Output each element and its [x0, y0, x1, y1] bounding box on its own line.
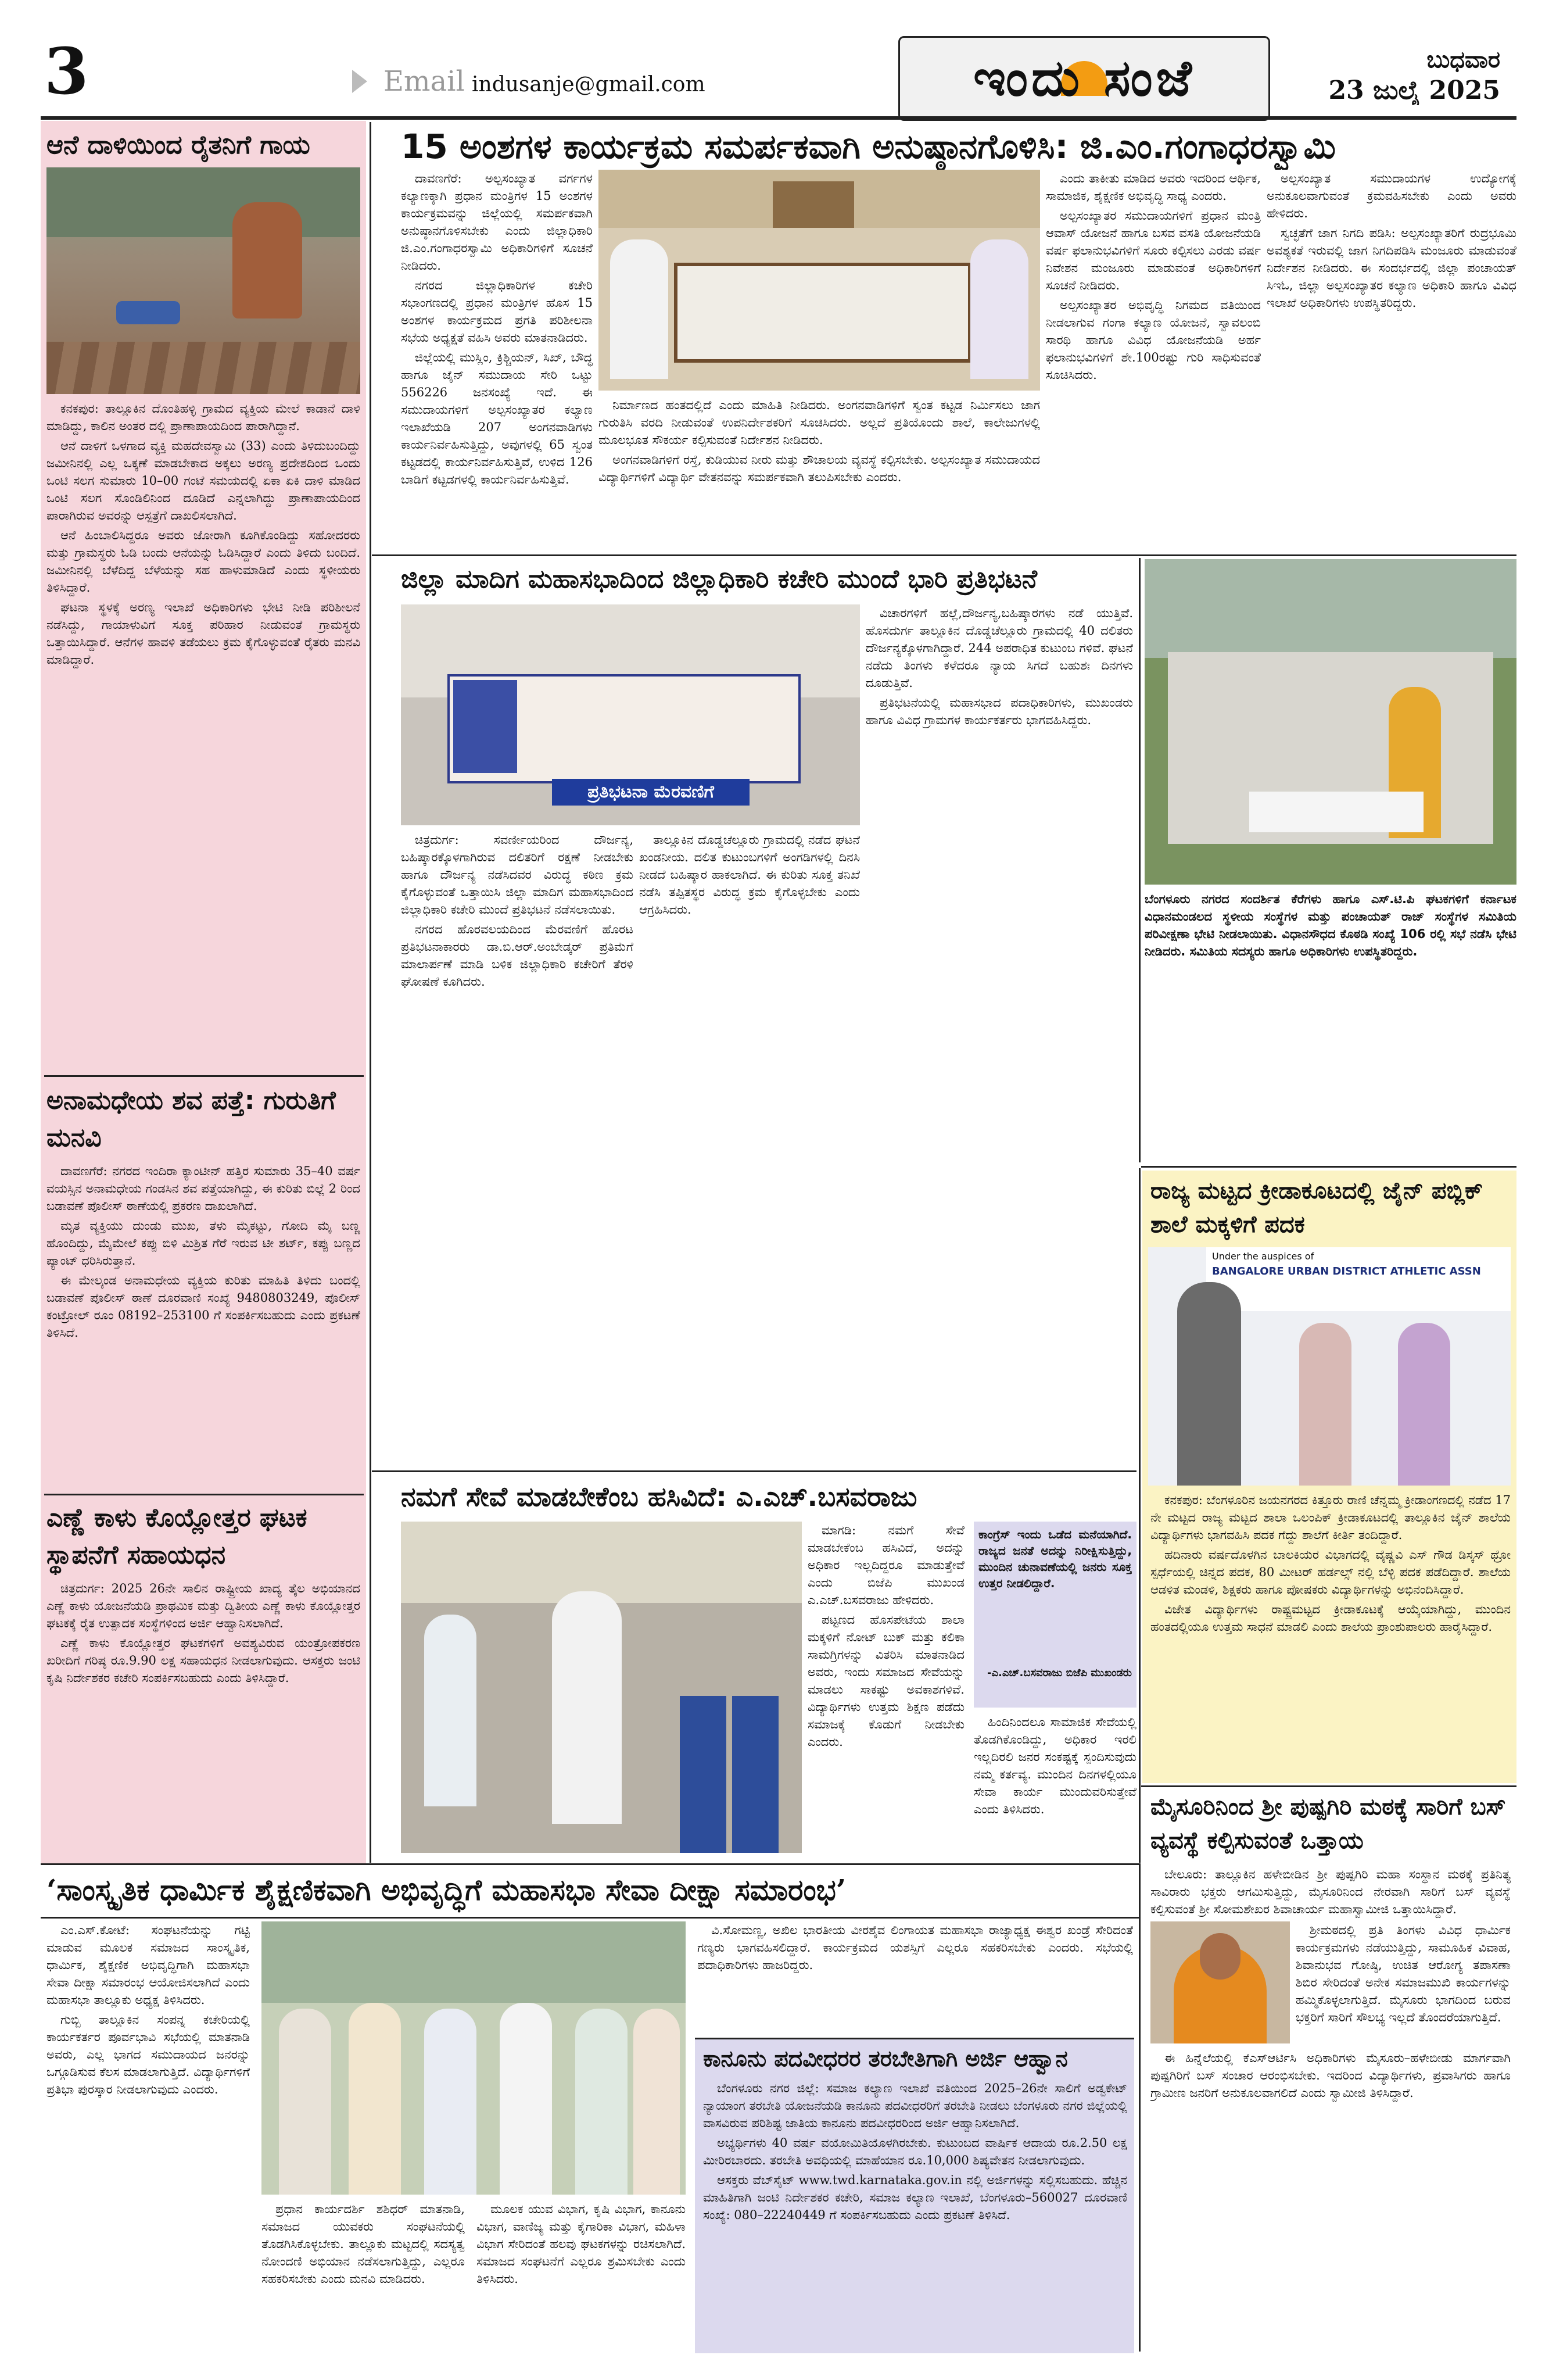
students-headline: ನಮಗೆ ಸೇವೆ ಮಾಡಬೇಕೆಂಬ ಹಸಿವಿದೆ: ಎ.ಎಚ್.ಬಸವರಾಜು — [401, 1481, 917, 1512]
column-rule — [1139, 1168, 1141, 1863]
ceremony-body-col3 — [476, 2200, 686, 2352]
paragraph: ಮಾಗಡಿ: ನಮಗೆ ಸೇವೆ ಮಾಡಬೇಕೆಂಬ ಹಸಿವಿದೆ, ಅದನ್ನು ಅಧಿಕಾರ ಇಲ್ಲದಿದ್ದರೂ ಮಾಡುತ್ತೇವೆ ಎಂದು ಬಿಜೆಪಿ ಮುಖಂಡ ಎ.ಎಚ್.ಬಸವರಾಜು ಹೇಳಿದರು. — [808, 1523, 965, 1607]
column-rule — [1139, 1863, 1141, 2352]
paragraph: ಜಿಲ್ಲೆಯಲ್ಲಿ ಮುಸ್ಲಿಂ, ಕ್ರಿಶ್ಚಿಯನ್, ಸಿಖ್, ಬೌದ್ಧ ಹಾಗೂ ಜೈನ್ ಸಮುದಾಯ ಸೇರಿ ಒಟ್ಟು 556226 ಜನಸಂಖ್ಯೆ ಇದೆ. ಈ ಸಮುದಾಯಗಳಿಗೆ ಅಲ್ಪಸಂಖ್ಯಾತರ ಕಲ್ಯಾಣ ಇಲಾಖೆಯಡಿ 207 ಅಂಗನವಾಡಿಗಳು ಕಾರ್ಯನಿರ್ವಹಿಸುತ್ತಿದ್ದು, ಅವುಗಳಲ್ಲಿ 65 ಸ್ವಂತ ಕಟ್ಟಡದಲ್ಲಿ ಕಾರ್ಯನಿರ್ವಹಿಸುತ್ತಿವೆ, ಉಳಿದ 126 ಬಾಡಿಗೆ ಕಟ್ಟಡಗಳಲ್ಲಿ ಕಾರ್ಯನಿರ್ವಹಿಸುತ್ತಿವೆ. — [401, 350, 593, 486]
ceremony-body-col4 — [697, 1921, 1133, 2038]
oilseed-headline: ಎಣ್ಣೆ ಕಾಳು ಕೊಯ್ಲೋತ್ತರ ಘಟಕ ಸ್ಥಾಪನೆಗೆ ಸಹಾಯಧನ — [46, 1503, 307, 1570]
paragraph: ಮೂಲಕ ಯುವ ವಿಭಾಗ, ಕೃಷಿ ವಿಭಾಗ, ಕಾನೂನು ವಿಭಾಗ, ವಾಣಿಜ್ಯ ಮತ್ತು ಕೈಗಾರಿಕಾ ವಿಭಾಗ, ಮಹಿಳಾ ವಿಭಾಗ ಸೇರಿದಂತೆ ಹಲವು ಘಟಕಗಳನ್ನು ರಚಿಸಲಾಗಿದೆ. ಸಮಾಜದ ಸಂಘಟನೆಗೆ ಎಲ್ಲರೂ ಶ್ರಮಿಸಬೇಕು ಎಂದು ತಿಳಿಸಿದರು. — [476, 2202, 686, 2286]
paragraph: ಕನಕಪುರ: ಬೆಂಗಳೂರಿನ ಜಯನಗರದ ಕಿತ್ತೂರು ರಾಣಿ ಚೆನ್ನಮ್ಮ ಕ್ರೀಡಾಂಗಣದಲ್ಲಿ ನಡೆದ 17 ನೇ ಮಟ್ಟದ ರಾಜ್ಯ ಮಟ್ಟದ ಶಾಲಾ ಒಲಂಪಿಕ್ ಕ್ರೀಡಾಕೂಟದಲ್ಲಿ ತಾಲ್ಲೂಕಿನ ಜೈನ್ ಶಾಲೆಯ ವಿದ್ಯಾರ್ಥಿಗಳು ಭಾಗವಹಿಸಿ ಪದಕ ಗೆದ್ದು ಶಾಲೆಗೆ ಕೀರ್ತಿ ತಂದಿದ್ದಾರೆ. — [1150, 1493, 1511, 1542]
lead-body-col4 — [1267, 170, 1516, 547]
divider — [1141, 1785, 1516, 1787]
lead-headline: 15 ಅಂಶಗಳ ಕಾರ್ಯಕ್ರಮ ಸಮರ್ಪಕವಾಗಿ ಅನುಷ್ಠಾನಗೊಳಿಸಿ: ಜಿ.ಎಂ.ಗಂಗಾಧರಸ್ವಾಮಿ — [401, 127, 1336, 166]
pull-quote: ಕಾಂಗ್ರೆಸ್ ಇಂದು ಒಡೆದ ಮನೆಯಾಗಿದೆ. ರಾಜ್ಯದ ಜನತೆ ಅದನ್ನು ನಿರೀಕ್ಷಿಸುತ್ತಿದ್ದು, ಮುಂದಿನ ಚುನಾವಣೆಯಲ್ಲಿ ಜನರು ಸೂಕ್ತ ಉತ್ತರ ನೀಡಲಿದ್ದಾರೆ. — [978, 1527, 1132, 1590]
ceremony-body-col2 — [261, 2200, 465, 2352]
paragraph: ಈ ಹಿನ್ನೆಲೆಯಲ್ಲಿ ಕೆಎಸ್ಆರ್ಟಿಸಿ ಅಧಿಕಾರಿಗಳು ಮೈಸೂರು–ಹಳೇಬೀಡು ಮಾರ್ಗವಾಗಿ ಪುಷ್ಪಗಿರಿಗೆ ಬಸ್ ಸಂಚಾರ ಆರಂಭಿಸಬೇಕು. ಇದರಿಂದ ವಿದ್ಯಾರ್ಥಿಗಳು, ಪ್ರವಾಸಿಗರು ಹಾಗೂ ಗ್ರಾಮೀಣ ಜನರಿಗೆ ಅನುಕೂಲವಾಗಲಿದೆ ಎಂದು ಸ್ವಾಮೀಜಿ ತಿಳಿಸಿದ್ದಾರೆ. — [1150, 2051, 1511, 2100]
paragraph: ಅಲ್ಪಸಂಖ್ಯಾತ ಸಮುದಾಯಗಳ ಉದ್ಯೋಗಕ್ಕೆ ಅನುಕೂಲವಾಗುವಂತೆ ಕ್ರಮವಹಿಸಬೇಕು ಎಂದು ಅವರು ಹೇಳಿದರು. — [1267, 171, 1516, 220]
arrow-icon — [352, 70, 367, 93]
paragraph: ದಾವಣಗೆರೆ: ನಗರದ ಇಂದಿರಾ ಕ್ಯಾಂಟೀನ್ ಹತ್ತಿರ ಸುಮಾರು 35–40 ವರ್ಷ ವಯಸ್ಸಿನ ಅನಾಮಧೇಯ ಗಂಡಸಿನ ಶವ ಪತ್ತೆಯಾಗಿದ್ದು, ಈ ಕುರಿತು ಬಿಲ್ಲೆ 2 ರಿಂದ ಬಡಾವಣೆ ಪೊಲೀಸ್ ಠಾಣೆಯಲ್ಲಿ ಪ್ರಕರಣ ದಾಖಲಾಗಿದೆ. — [46, 1164, 360, 1213]
jain-school-headline: ರಾಜ್ಯ ಮಟ್ಟದ ಕ್ರೀಡಾಕೂಟದಲ್ಲಿ ಜೈನ್ ಪಬ್ಲಿಕ್ ಶಾಲೆ ಮಕ್ಕಳಿಗೆ ಪದಕ — [1150, 1178, 1483, 1238]
divider — [44, 1494, 364, 1495]
paragraph: ಬೆಂಗಳೂರು ನಗರ ಜಿಲ್ಲೆ: ಸಮಾಜ ಕಲ್ಯಾಣ ಇಲಾಖೆ ವತಿಯಿಂದ 2025–26ನೇ ಸಾಲಿಗೆ ಅಡ್ವಕೇಟ್ ನ್ಯಾಯಾಂಗ ತರಬೇತಿ ಯೋಜನೆಯಡಿ ಕಾನೂನು ಪದವೀಧರರಿಗೆ ತರಬೇತಿ ನೀಡಲು ಬೆಂಗಳೂರು ನಗರ ಜಿಲ್ಲೆಯಲ್ಲಿ ವಾಸವಿರುವ ಪರಿಶಿಷ್ಟ ಜಾತಿಯ ಕಾನೂನು ಪದವೀಧರರಿಂದ ಅರ್ಜಿ ಆಹ್ವಾನಿಸಲಾಗಿದೆ. — [703, 2081, 1127, 2130]
paragraph: ಅಭ್ಯರ್ಥಿಗಳು 40 ವರ್ಷ ವಯೋಮಿತಿಯೊಳಗಿರಬೇಕು. ಕುಟುಂಬದ ವಾರ್ಷಿಕ ಆದಾಯ ರೂ.2.50 ಲಕ್ಷ ಮೀರಿರಬಾರದು. ತರಬೇತಿ ಅವಧಿಯಲ್ಲಿ ಮಾಹೆಯಾನ ರೂ.10,000 ಶಿಷ್ಯವೇತನ ನೀಡಲಾಗುವುದು. — [703, 2136, 1127, 2167]
paragraph: ನಗರದ ಜಿಲ್ಲಾಧಿಕಾರಿಗಳ ಕಚೇರಿ ಸಭಾಂಗಣದಲ್ಲಿ ಪ್ರಧಾನ ಮಂತ್ರಿಗಳ ಹೊಸ 15 ಅಂಶಗಳ ಕಾರ್ಯಕ್ರಮದ ಪ್ರಗತಿ ಪರಿಶೀಲನಾ ಸಭೆಯ ಅಧ್ಯಕ್ಷತೆ ವಹಿಸಿ ಅವರು ಮಾತನಾಡಿದರು. — [401, 278, 593, 345]
paragraph: ಅಲ್ಪಸಂಖ್ಯಾತರ ಅಭಿವೃದ್ಧಿ ನಿಗಮದ ವತಿಯಿಂದ ನೀಡಲಾಗುವ ಗಂಗಾ ಕಲ್ಯಾಣ ಯೋಜನೆ, ಸ್ವಾವಲಂಬಿ ಸಾರಥಿ ಹಾಗೂ ವಿವಿಧ ಯೋಜನೆಯಡಿ ಅರ್ಹ ಫಲಾನುಭವಿಗಳಿಗೆ ಶೇ.100ರಷ್ಟು ಗುರಿ ಸಾಧಿಸುವಂತೆ ಸೂಚಿಸಿದರು. — [1046, 298, 1261, 382]
paragraph: ಪಟ್ಟಣದ ಹೊಸಪೇಟೆಯ ಶಾಲಾ ಮಕ್ಕಳಿಗೆ ನೋಟ್ ಬುಕ್ ಮತ್ತು ಕಲಿಕಾ ಸಾಮಗ್ರಿಗಳನ್ನು ವಿತರಿಸಿ ಮಾತನಾಡಿದ ಅವರು, ಇಂದು ಸಮಾಜದ ಸೇವೆಯನ್ನು ಮಾಡಲು ಸಾಕಷ್ಟು ಅವಕಾಶಗಳಿವೆ. ವಿದ್ಯಾರ್ಥಿಗಳು ಉತ್ತಮ ಶಿಕ್ಷಣ ಪಡೆದು ಸಮಾಜಕ್ಕೆ ಕೊಡುಗೆ ನೀಡಬೇಕು ಎಂದರು. — [808, 1613, 965, 1749]
ceremony-photo — [261, 1921, 686, 2195]
jain-school-body — [1150, 1491, 1511, 1780]
bus-body-col3 — [1150, 2049, 1511, 2352]
paragraph: ಆನೆ ಹಿಂಬಾಲಿಸಿದ್ದರೂ ಅವರು ಜೋರಾಗಿ ಕೂಗಿಕೊಂಡಿದ್ದು ಸಹೋದರರು ಮತ್ತು ಗ್ರಾಮಸ್ಥರು ಓಡಿ ಬಂದು ಆನೆಯನ್ನು ಓಡಿಸಿದ್ದಾರೆ ಎಂದು ತಿಳಿದು ಬಂದಿದೆ. ಜಮೀನಿನಲ್ಲಿ ಬೆಳೆದಿದ್ದ ಬೆಳೆಯನ್ನು ಸಹ ಹಾಳುಮಾಡಿದೆ ಎಂದು ಸ್ಥಳೀಯರು ತಿಳಿಸಿದ್ದಾರೆ. — [46, 528, 360, 595]
athletics-banner — [1206, 1247, 1511, 1311]
students-body-col3 — [974, 1713, 1136, 1859]
email-address[interactable]: indusanje@gmail.com — [472, 73, 705, 96]
logo-text: ಇಂದು ಸಂಜೆ — [973, 49, 1195, 108]
issue-date: 23 ಜುಲೈ 2025 — [1328, 76, 1500, 105]
paragraph: ಕನಕಪುರ: ತಾಲ್ಲೂಕಿನ ದೊಂತಿಹಳ್ಳಿ ಗ್ರಾಮದ ವ್ಯಕ್ತಿಯ ಮೇಲೆ ಕಾಡಾನೆ ದಾಳಿ ಮಾಡಿದ್ದು, ಕಾಲಿನ ಅಂತರ ದಲ್ಲಿ ಪ್ರಾಣಾಪಾಯದಿಂದ ಪಾರಾಗಿದ್ದಾನೆ. — [46, 402, 360, 433]
dead-body-headline: ಅನಾಮಧೇಯ ಶವ ಪತ್ತೆ: ಗುರುತಿಗೆ ಮನವಿ — [46, 1086, 336, 1153]
paragraph: ಆಸಕ್ತರು ವೆಬ್‌ಸೈಟ್ www.twd.karnataka.gov.in ನಲ್ಲಿ ಅರ್ಜಿಗಳನ್ನು ಸಲ್ಲಿಸಬಹುದು. ಹೆಚ್ಚಿನ ಮಾಹಿತಿಗಾಗಿ ಜಂಟಿ ನಿರ್ದೇಶಕರ ಕಚೇರಿ, ಸಮಾಜ ಕಲ್ಯಾಣ ಇಲಾಖೆ, ಬೆಂಗಳೂರು–560027 ದೂರವಾಣಿ ಸಂಖ್ಯೆ: 080–22240449 ಗೆ ಸಂಪರ್ಕಿಸಬಹುದು ಎಂದು ಪ್ರಕಟಣೆ ತಿಳಿಸಿದೆ. — [703, 2173, 1127, 2222]
protest-photo — [401, 604, 860, 825]
paragraph: ತಾಲ್ಲೂಕಿನ ದೊಡ್ಡಚೆಲ್ಲೂರು ಗ್ರಾಮದಲ್ಲಿ ನಡೆದ ಘಟನೆ ಖಂಡನೀಯ. ದಲಿತ ಕುಟುಂಬಗಳಿಗೆ ಅಂಗಡಿಗಳಲ್ಲಿ ದಿನಸಿ ನೀಡದೆ ಬಹಿಷ್ಕಾರ ಹಾಕಲಾಗಿದೆ. ಈ ಕುರಿತು ಸೂಕ್ತ ತನಿಖೆ ನಡೆಸಿ ತಪ್ಪಿತಸ್ಥರ ವಿರುದ್ಧ ಕ್ರಮ ಕೈಗೊಳ್ಳಬೇಕು ಎಂದು ಆಗ್ರಹಿಸಿದರು. — [639, 833, 860, 917]
divider — [372, 554, 1516, 556]
weekday: ಬುಧವಾರ — [1426, 46, 1500, 73]
paragraph: ಸ್ವಚ್ಛತೆಗೆ ಜಾಗ ನಿಗದಿ ಪಡಿಸಿ: ಅಲ್ಪಸಂಖ್ಯಾತರಿಗೆ ರುದ್ರಭೂಮಿ ಅವಶ್ಯಕತೆ ಇರುವಲ್ಲಿ ಜಾಗ ನಿಗದಿಪಡಿಸಿ ಮಂಜೂರು ಮಾಡುವಂತೆ ನಿರ್ದೇಶನ ನೀಡಿದರು. ಈ ಸಂದರ್ಭದಲ್ಲಿ ಜಿಲ್ಲಾ ಪಂಚಾಯತ್ ಸಿಇಓ, ಜಿಲ್ಲಾ ಅಲ್ಪಸಂಖ್ಯಾತರ ಕಲ್ಯಾಣ ಅಧಿಕಾರಿ ಹಾಗೂ ವಿವಿಧ ಇಲಾಖೆ ಅಧಿಕಾರಿಗಳು ಉಪಸ್ಥಿತರಿದ್ದರು. — [1267, 226, 1516, 310]
paragraph: ಬೇಲೂರು: ತಾಲ್ಲೂಕಿನ ಹಳೇಬೀಡಿನ ಶ್ರೀ ಪುಷ್ಪಗಿರಿ ಮಹಾ ಸಂಸ್ಥಾನ ಮಠಕ್ಕೆ ಪ್ರತಿನಿತ್ಯ ಸಾವಿರಾರು ಭಕ್ತರು ಆಗಮಿಸುತ್ತಿದ್ದು, ಮೈಸೂರಿನಿಂದ ನೇರವಾಗಿ ಸಾರಿಗೆ ಬಸ್ ವ್ಯವಸ್ಥೆ ಕಲ್ಪಿಸುವಂತೆ ಶ್ರೀ ಸೋಮಶೇಖರ ಶಿವಾಚಾರ್ಯ ಮಹಾಸ್ವಾಮೀಜಿ ಒತ್ತಾಯಿಸಿದ್ದಾರೆ. — [1150, 1867, 1511, 1916]
paragraph: ನಿರ್ಮಾಣದ ಹಂತದಲ್ಲಿದೆ ಎಂದು ಮಾಹಿತಿ ನೀಡಿದರು. ಅಂಗನವಾಡಿಗಳಿಗೆ ಸ್ವಂತ ಕಟ್ಟಡ ನಿರ್ಮಿಸಲು ಜಾಗ ಗುರುತಿಸಿ ವರದಿ ನೀಡುವಂತೆ ಉಪನಿರ್ದೇಶಕರಿಗೆ ಸೂಚಿಸಿದರು. ಅಲ್ಲದೆ ಪ್ರತಿಯೊಂದು ಶಾಲೆ, ಕಾಲೇಜುಗಳಲ್ಲಿ ಮೂಲಭೂತ ಸೌಕರ್ಯ ಕಲ್ಪಿಸುವಂತೆ ನಿರ್ದೇಶನ ನೀಡಿದರು. — [598, 398, 1040, 447]
paragraph: ಹಿಂದಿನಿಂದಲೂ ಸಾಮಾಜಿಕ ಸೇವೆಯಲ್ಲಿ ತೊಡಗಿಕೊಂಡಿದ್ದು, ಅಧಿಕಾರ ಇರಲಿ ಇಲ್ಲದಿರಲಿ ಜನರ ಸಂಕಷ್ಟಕ್ಕೆ ಸ್ಪಂದಿಸುವುದು ನಮ್ಮ ಕರ್ತವ್ಯ. ಮುಂದಿನ ದಿನಗಳಲ್ಲಿಯೂ ಸೇವಾ ಕಾರ್ಯ ಮುಂದುವರಿಸುತ್ತೇವೆ ಎಂದು ತಿಳಿಸಿದರು. — [974, 1715, 1136, 1816]
masthead-rule — [41, 116, 1516, 120]
lead-body-col1 — [401, 170, 593, 547]
paragraph: ಹದಿನಾರು ವರ್ಷದೊಳಗಿನ ಬಾಲಕಿಯರ ವಿಭಾಗದಲ್ಲಿ ವೈಷ್ಣವಿ ಎಸ್ ಗೌಡ ಡಿಸ್ಕಸ್ ಥ್ರೋ ಸ್ಪರ್ಧೆಯಲ್ಲಿ ಚಿನ್ನದ ಪದಕ, 80 ಮೀಟರ್ ಹರ್ಡಲ್ಸ್ ನಲ್ಲಿ ಬೆಳ್ಳಿ ಪದಕ ಪಡೆದಿದ್ದಾರೆ. ಶಾಲೆಯ ಆಡಳಿತ ಮಂಡಳಿ, ಶಿಕ್ಷಕರು ಹಾಗೂ ಪೋಷಕರು ವಿದ್ಯಾರ್ಥಿಗಳನ್ನು ಅಭಿನಂದಿಸಿದ್ದಾರೆ. — [1150, 1548, 1511, 1597]
paragraph: ಅಂಗನವಾಡಿಗಳಿಗೆ ರಸ್ತೆ, ಕುಡಿಯುವ ನೀರು ಮತ್ತು ಶೌಚಾಲಯ ವ್ಯವಸ್ಥೆ ಕಲ್ಪಿಸಬೇಕು. ಅಲ್ಪಸಂಖ್ಯಾತ ಸಮುದಾಯದ ವಿದ್ಯಾರ್ಥಿಗಳಿಗೆ ವಿದ್ಯಾರ್ಥಿ ವೇತನವನ್ನು ಸಮರ್ಪಕವಾಗಿ ತಲುಪಿಸಬೇಕು ಎಂದರು. — [598, 453, 1040, 484]
paragraph: ಈ ಮೇಲ್ಕಂಡ ಅನಾಮಧೇಯ ವ್ಯಕ್ತಿಯ ಕುರಿತು ಮಾಹಿತಿ ತಿಳಿದು ಬಂದಲ್ಲಿ ಬಡಾವಣೆ ಪೊಲೀಸ್ ಠಾಣೆ ದೂರವಾಣಿ ಸಂಖ್ಯೆ 9480803249, ಪೊಲೀಸ್ ಕಂಟ್ರೋಲ್ ರೂಂ 08192–253100 ಗೆ ಸಂಪರ್ಕಿಸಬಹುದು ಎಂದು ಪ್ರಕಟಣೆ ತಿಳಿಸಿದೆ. — [46, 1273, 360, 1340]
paragraph: ಅಲ್ಪಸಂಖ್ಯಾತರ ಸಮುದಾಯಗಳಿಗೆ ಪ್ರಧಾನ ಮಂತ್ರಿ ಆವಾಸ್ ಯೋಜನೆ ಹಾಗೂ ಬಸವ ವಸತಿ ಯೋಜನೆಯಡಿ ವರ್ಷ ಫಲಾನುಭವಿಗಳಿಗೆ ಸೂರು ಕಲ್ಪಿಸಲು ಎರಡು ವರ್ಷ ನಿವೇಶನ ಮಂಜೂರು ಮಾಡುವಂತೆ ಅಧಿಕಾರಿಗಳಿಗೆ ಸೂಚನೆ ನೀಡಿದರು. — [1046, 209, 1261, 292]
swamiji-photo — [1150, 1921, 1290, 2043]
divider — [1141, 1166, 1516, 1168]
masthead-logo — [898, 36, 1270, 121]
paragraph: ಎಂದು ತಾಕೀತು ಮಾಡಿದ ಅವರು ಇದರಿಂದ ಆರ್ಥಿಕ, ಸಾಮಾಜಿಕ, ಶೈಕ್ಷಣಿಕ ಅಭಿವೃದ್ಧಿ ಸಾಧ್ಯ ಎಂದರು. — [1046, 171, 1261, 203]
pull-quote-attribution: -ಎ.ಎಚ್.ಬಸವರಾಜು ಬಿಜೆಪಿ ಮುಖಂಡರು — [987, 1667, 1132, 1679]
bus-body-col1 — [1150, 1866, 1511, 1918]
bus-headline: ಮೈಸೂರಿನಿಂದ ಶ್ರೀ ಪುಷ್ಪಗಿರಿ ಮಠಕ್ಕೆ ಸಾರಿಗೆ ಬಸ್ ವ್ಯವಸ್ಥೆ ಕಲ್ಪಿಸುವಂತೆ ಒತ್ತಾಯ — [1150, 1794, 1506, 1854]
page-number: 3 — [44, 40, 89, 103]
paragraph: ಮೃತ ವ್ಯಕ್ತಿಯು ದುಂಡು ಮುಖ, ತೆಳು ಮೈಕಟ್ಟು, ಗೋದಿ ಮೈ ಬಣ್ಣ ಹೊಂದಿದ್ದು, ಮೈಮೇಲೆ ಕಪ್ಪು ಬಿಳಿ ಮಿಶ್ರಿತ ಗೆರೆ ಇರುವ ಟೀ ಶರ್ಟ್, ಕಪ್ಪು ಬಣ್ಣದ ಪ್ಯಾಂಟ್ ಧರಿಸಿರುತ್ತಾನೆ. — [46, 1219, 360, 1268]
paragraph: ಘಟನಾ ಸ್ಥಳಕ್ಕೆ ಅರಣ್ಯ ಇಲಾಖೆ ಅಧಿಕಾರಿಗಳು ಭೇಟಿ ನೀಡಿ ಪರಿಶೀಲನೆ ನಡೆಸಿದ್ದು, ಗಾಯಾಳುವಿಗೆ ಸೂಕ್ತ ಪರಿಹಾರ ನೀಡುವಂತೆ ಗ್ರಾಮಸ್ಥರು ಒತ್ತಾಯಿಸಿದ್ದಾರೆ. ಆನೆಗಳ ಹಾವಳಿ ತಡೆಯಲು ಕ್ರಮ ಕೈಗೊಳ್ಳುವಂತೆ ರೈತರು ಮನವಿ ಮಾಡಿದ್ದಾರೆ. — [46, 600, 360, 667]
banner-line: BANGALORE URBAN DISTRICT ATHLETIC ASSN — [1212, 1265, 1481, 1277]
meeting-photo — [598, 170, 1040, 391]
farmer-field-photo — [46, 167, 360, 394]
protest-headline: ಜಿಲ್ಲಾ ಮಾದಿಗ ಮಹಾಸಭಾದಿಂದ ಜಿಲ್ಲಾಧಿಕಾರಿ ಕಚೇರಿ ಮುಂದೆ ಭಾರಿ ಪ್ರತಿಭಟನೆ — [401, 564, 1037, 594]
elephant-attack-headline: ಆನೆ ದಾಳಿಯಿಂದ ರೈತನಿಗೆ ಗಾಯ — [46, 130, 310, 160]
divider — [41, 1863, 1139, 1865]
elephant-attack-body — [46, 400, 360, 1068]
divider — [44, 1075, 364, 1077]
column-rule — [370, 122, 371, 1863]
paragraph: ಚಿತ್ರದುರ್ಗ: ಸವರ್ಣೀಯರಿಂದ ದೌರ್ಜನ್ಯ, ಬಹಿಷ್ಕಾರಕ್ಕೊಳಗಾಗಿರುವ ದಲಿತರಿಗೆ ರಕ್ಷಣೆ ನೀಡಬೇಕು ಹಾಗೂ ದೌರ್ಜನ್ಯ ನಡೆಸಿದವರ ವಿರುದ್ಧ ಕಠಿಣ ಕ್ರಮ ಕೈಗೊಳ್ಳುವಂತೆ ಒತ್ತಾಯಿಸಿ ಜಿಲ್ಲಾ ಮಾದಿಗ ಮಹಾಸಭಾದಿಂದ ಜಿಲ್ಲಾಧಿಕಾರಿ ಕಚೇರಿ ಮುಂದೆ ಪ್ರತಿಭಟನೆ ನಡೆಸಲಾಯಿತು. — [401, 833, 633, 917]
bus-body-col2 — [1296, 1921, 1511, 2043]
protest-body-col1 — [401, 831, 633, 1465]
email-label: Email — [383, 65, 465, 98]
paragraph: ವಿಚಾರಗಳಿಗೆ ಹಲ್ಲೆ,ದೌರ್ಜನ್ಯ,ಬಹಿಷ್ಕಾರಗಳು ನಡೆ ಯುತ್ತಿವೆ. ಹೊಸದುರ್ಗ ತಾಲ್ಲೂಕಿನ ದೊಡ್ಡಚೆಲ್ಲೂರು ಗ್ರಾಮದಲ್ಲಿ 40 ದಲಿತರು ದೌರ್ಜನ್ಯಕ್ಕೊಳಗಾಗಿದ್ದಾರೆ. 244 ಅಪರಾಧಿತ ಕುಟುಂಬ ಗಳಿವೆ. ಘಟನೆ ನಡೆದು ತಿಂಗಳು ಕಳೆದರೂ ನ್ಯಾಯ ಸಿಗದೆ ಬಹುಶಃ ದಿನಗಳು ದೂಡುತ್ತಿವೆ. — [866, 606, 1133, 690]
paragraph: ಪ್ರತಿಭಟನೆಯಲ್ಲಿ ಮಹಾಸಭಾದ ಪದಾಧಿಕಾರಿಗಳು, ಮುಖಂಡರು ಹಾಗೂ ವಿವಿಧ ಗ್ರಾಮಗಳ ಕಾರ್ಯಕರ್ತರು ಭಾಗವಹಿಸಿದ್ದರು. — [866, 696, 1133, 727]
paragraph: ಗುಬ್ಬಿ ತಾಲ್ಲೂಕಿನ ಸಂಪನ್ನ ಕಚೇರಿಯಲ್ಲಿ ಕಾರ್ಯಕರ್ತರ ಪೂರ್ವಭಾವಿ ಸಭೆಯಲ್ಲಿ ಮಾತನಾಡಿ ಅವರು, ಎಲ್ಲ ಭಾಗದ ಸಮುದಾಯದ ಜನರನ್ನು ಒಗ್ಗೂಡಿಸುವ ಕೆಲಸ ಮಾಡಲಾಗುತ್ತಿದೆ. ವಿದ್ಯಾರ್ಥಿಗಳಿಗೆ ಪ್ರತಿಭಾ ಪುರಸ್ಕಾರ ನೀಡಲಾಗುವುದು ಎಂದರು. — [46, 2013, 250, 2096]
dead-body-body — [46, 1162, 360, 1488]
lead-body-col3 — [1046, 170, 1261, 547]
students-photo — [401, 1522, 802, 1853]
lake-visit-caption: ಬೆಂಗಳೂರು ನಗರದ ಸಂದರ್ಶಿತ ಕೆರೆಗಳು ಹಾಗೂ ಎಸ್.ಟಿ.ಪಿ ಘಟಕಗಳಿಗೆ ಕರ್ನಾಟಕ ವಿಧಾನಮಂಡಲದ ಸ್ಥಳೀಯ ಸಂಸ್ಥೆಗಳ ಮತ್ತು ಪಂಚಾಯತ್ ರಾಜ್ ಸಂಸ್ಥೆಗಳ ಸಮಿತಿಯ ಪರಿವೀಕ್ಷಣಾ ಭೇಟಿ ನೀಡಲಾಯಿತು. ವಿಧಾನಸೌಧದ ಕೊಠಡಿ ಸಂಖ್ಯೆ 106 ರಲ್ಲಿ ಸಭೆ ನಡೆಸಿ ಭೇಟಿ ನೀಡಿದರು. ಸಮಿತಿಯ ಸದಸ್ಯರು ಹಾಗೂ ಅಧಿಕಾರಿಗಳು ಉಪಸ್ಥಿತರಿದ್ದರು. — [1145, 892, 1516, 958]
lead-body-col2 — [598, 396, 1040, 547]
paragraph: ನಗರದ ಹೊರವಲಯದಿಂದ ಮೆರವಣಿಗೆ ಹೊರಟ ಪ್ರತಿಭಟನಾಕಾರರು ಡಾ.ಬಿ.ಆರ್.ಅಂಬೇಡ್ಕರ್ ಪ್ರತಿಮೆಗೆ ಮಾಲಾರ್ಪಣೆ ಮಾಡಿ ಬಳಿಕ ಜಿಲ್ಲಾಧಿಕಾರಿ ಕಚೇರಿಗೆ ತೆರಳಿ ಘೋಷಣೆ ಕೂಗಿದರು. — [401, 922, 633, 989]
paragraph: ಆನೆ ದಾಳಿಗೆ ಒಳಗಾದ ವ್ಯಕ್ತಿ ಮಹದೇವಸ್ವಾಮಿ (33) ಎಂದು ತಿಳಿದುಬಂದಿದ್ದು ಜಮೀನಿನಲ್ಲಿ ಎಲ್ಲ ಒಕ್ಕಣೆ ಮಾಡಬೇಕಾದ ಅಕ್ಕಲು ಅರಣ್ಯ ಪ್ರದೇಶದಿಂದ ಒಂದು ಒಂಟಿ ಸಲಗ ಸುಮಾರು 10–00 ಗಂಟೆ ಸಮಯದಲ್ಲಿ ಏಕಾ ಏಕಿ ದಾಳಿ ಮಾಡಿದ ಒಂಟಿ ಸಲಗ ಸೊಂಡಿಲಿನಿಂದ ದೂಡಿದೆ ಎನ್ನಲಾಗಿದ್ದು ಪ್ರಾಣಾಪಾಯದಿಂದ ಪಾರಾಗಿರುವ ಅವರನ್ನು ಆಸ್ಪತ್ರೆಗೆ ದಾಖಲಿಸಲಾಗಿದೆ. — [46, 439, 360, 522]
paragraph: ಶ್ರೀಮಠದಲ್ಲಿ ಪ್ರತಿ ತಿಂಗಳು ವಿವಿಧ ಧಾರ್ಮಿಕ ಕಾರ್ಯಕ್ರಮಗಳು ನಡೆಯುತ್ತಿದ್ದು, ಸಾಮೂಹಿಕ ವಿವಾಹ, ಶಿವಾನುಭವ ಗೋಷ್ಠಿ, ಉಚಿತ ಆರೋಗ್ಯ ತಪಾಸಣಾ ಶಿಬಿರ ಸೇರಿದಂತೆ ಅನೇಕ ಸಮಾಜಮುಖಿ ಕಾರ್ಯಗಳನ್ನು ಹಮ್ಮಿಕೊಳ್ಳಲಾಗುತ್ತಿದೆ. ಮೈಸೂರು ಭಾಗದಿಂದ ಬರುವ ಭಕ್ತರಿಗೆ ಸಾರಿಗೆ ಸೌಲಭ್ಯ ಇಲ್ಲದೆ ತೊಂದರೆಯಾಗುತ್ತಿದೆ. — [1296, 1923, 1511, 2024]
oilseed-body — [46, 1580, 360, 1859]
athletes-photo — [1148, 1247, 1511, 1486]
paragraph: ದಾವಣಗೆರೆ: ಅಲ್ಪಸಂಖ್ಯಾತ ವರ್ಗಗಳ ಕಲ್ಯಾಣಕ್ಕಾಗಿ ಪ್ರಧಾನ ಮಂತ್ರಿಗಳ 15 ಅಂಶಗಳ ಕಾರ್ಯಕ್ರಮವನ್ನು ಜಿಲ್ಲೆಯಲ್ಲಿ ಸಮರ್ಪಕವಾಗಿ ಅನುಷ್ಠಾನಗೊಳಿಸಬೇಕು ಎಂದು ಜಿಲ್ಲಾಧಿಕಾರಿ ಜಿ.ಎಂ.ಗಂಗಾಧರಸ್ವಾಮಿ ಅಧಿಕಾರಿಗಳಿಗೆ ಸೂಚನೆ ನೀಡಿದರು. — [401, 171, 593, 273]
paragraph: ವಿಜೇತ ವಿದ್ಯಾರ್ಥಿಗಳು ರಾಷ್ಟ್ರಮಟ್ಟದ ಕ್ರೀಡಾಕೂಟಕ್ಕೆ ಆಯ್ಕೆಯಾಗಿದ್ದು, ಮುಂದಿನ ಹಂತದಲ್ಲಿಯೂ ಉತ್ತಮ ಸಾಧನೆ ಮಾಡಲಿ ಎಂದು ಶಾಲೆಯ ಪ್ರಾಂಶುಪಾಲರು ಹಾರೈಸಿದ್ದಾರೆ. — [1150, 1602, 1511, 1634]
column-rule — [1139, 558, 1141, 1162]
divider — [372, 1470, 1136, 1472]
law-notice-headline: ಕಾನೂನು ಪದವೀಧರರ ತರಬೇತಿಗಾಗಿ ಅರ್ಜಿ ಆಹ್ವಾನ — [703, 2046, 1068, 2071]
protest-body-col2 — [639, 831, 860, 1465]
paragraph: ಚಿತ್ರದುರ್ಗ: 2025 26ನೇ ಸಾಲಿನ ರಾಷ್ಟ್ರೀಯ ಖಾದ್ಯ ತೈಲ ಅಭಿಯಾನದ ಎಣ್ಣೆ ಕಾಳು ಯೋಜನೆಯಡಿ ಪ್ರಾಥಮಿಕ ಮತ್ತು ದ್ವಿತೀಯ ಎಣ್ಣೆ ಕಾಳು ಕೊಯ್ಲೋತ್ತರ ಘಟಕಕ್ಕೆ ರೈತ ಉತ್ಪಾದಕ ಸಂಸ್ಥೆಗಳಿಂದ ಅರ್ಜಿ ಆಹ್ವಾನಿಸಲಾಗಿದೆ. — [46, 1581, 360, 1630]
protest-banner-label: ಪ್ರತಿಭಟನಾ ಮೆರವಣಿಗೆ — [552, 779, 750, 806]
paragraph: ಪ್ರಧಾನ ಕಾರ್ಯದರ್ಶಿ ಶಶಿಧರ್ ಮಾತನಾಡಿ, ಸಮಾಜದ ಯುವಕರು ಸಂಘಟನೆಯಲ್ಲಿ ತೊಡಗಿಸಿಕೊಳ್ಳಬೇಕು. ತಾಲ್ಲೂಕು ಮಟ್ಟದಲ್ಲಿ ಸದಸ್ಯತ್ವ ನೋಂದಣಿ ಅಭಿಯಾನ ನಡೆಸಲಾಗುತ್ತಿದ್ದು, ಎಲ್ಲರೂ ಸಹಕರಿಸಬೇಕು ಎಂದು ಮನವಿ ಮಾಡಿದರು. — [261, 2202, 465, 2286]
banner-line: Under the auspices of — [1212, 1251, 1314, 1262]
lake-visit-photo — [1145, 559, 1516, 885]
paragraph: ಎಣ್ಣೆ ಕಾಳು ಕೊಯ್ಲೋತ್ತರ ಘಟಕಗಳಿಗೆ ಅವಶ್ಯವಿರುವ ಯಂತ್ರೋಪಕರಣ ಖರೀದಿಗೆ ಗರಿಷ್ಠ ರೂ.9.90 ಲಕ್ಷ ಸಹಾಯಧನ ನೀಡಲಾಗುವುದು. ಆಸಕ್ತರು ಜಂಟಿ ಕೃಷಿ ನಿರ್ದೇಶಕರ ಕಚೇರಿ ಸಂಪರ್ಕಿಸಬಹುದು ಎಂದು ತಿಳಿಸಿದ್ದಾರೆ. — [46, 1636, 360, 1685]
divider — [41, 1917, 1139, 1919]
protest-body-col3 — [866, 604, 1133, 1465]
paragraph: ವಿ.ಸೋಮಣ್ಣ, ಅಖಿಲ ಭಾರತೀಯ ವೀರಶೈವ ಲಿಂಗಾಯತ ಮಹಾಸಭಾ ರಾಜ್ಯಾಧ್ಯಕ್ಷ ಈಶ್ವರ ಖಂಡ್ರೆ ಸೇರಿದಂತೆ ಗಣ್ಯರು ಭಾಗವಹಿಸಲಿದ್ದಾರೆ. ಕಾರ್ಯಕ್ರಮದ ಯಶಸ್ಸಿಗೆ ಎಲ್ಲರೂ ಸಹಕರಿಸಬೇಕು ಎಂದರು. ಸಭೆಯಲ್ಲಿ ಪದಾಧಿಕಾರಿಗಳು ಹಾಜರಿದ್ದರು. — [697, 1923, 1133, 1972]
ceremony-headline: ‘ಸಾಂಸ್ಕೃತಿಕ ಧಾರ್ಮಿಕ ಶೈಕ್ಷಣಿಕವಾಗಿ ಅಭಿವೃದ್ಧಿಗೆ ಮಹಾಸಭಾ ಸೇವಾ ದೀಕ್ಷಾ ಸಮಾರಂಭ’ — [46, 1873, 847, 1907]
law-notice-body — [703, 2080, 1127, 2348]
pull-quote-box — [974, 1522, 1136, 1708]
ceremony-body-col1 — [46, 1921, 250, 2352]
paragraph: ಎಂ.ಎಸ್.ಕೋಟೆ: ಸಂಘಟನೆಯನ್ನು ಗಟ್ಟಿ ಮಾಡುವ ಮೂಲಕ ಸಮಾಜದ ಸಾಂಸ್ಕೃತಿಕ, ಧಾರ್ಮಿಕ, ಶೈಕ್ಷಣಿಕ ಅಭಿವೃದ್ಧಿಗಾಗಿ ಮಹಾಸಭಾ ಸೇವಾ ದೀಕ್ಷಾ ಸಮಾರಂಭ ಆಯೋಜಿಸಲಾಗಿದೆ ಎಂದು ಮಹಾಸಭಾ ತಾಲ್ಲೂಕು ಅಧ್ಯಕ್ಷ ತಿಳಿಸಿದರು. — [46, 1923, 250, 2007]
